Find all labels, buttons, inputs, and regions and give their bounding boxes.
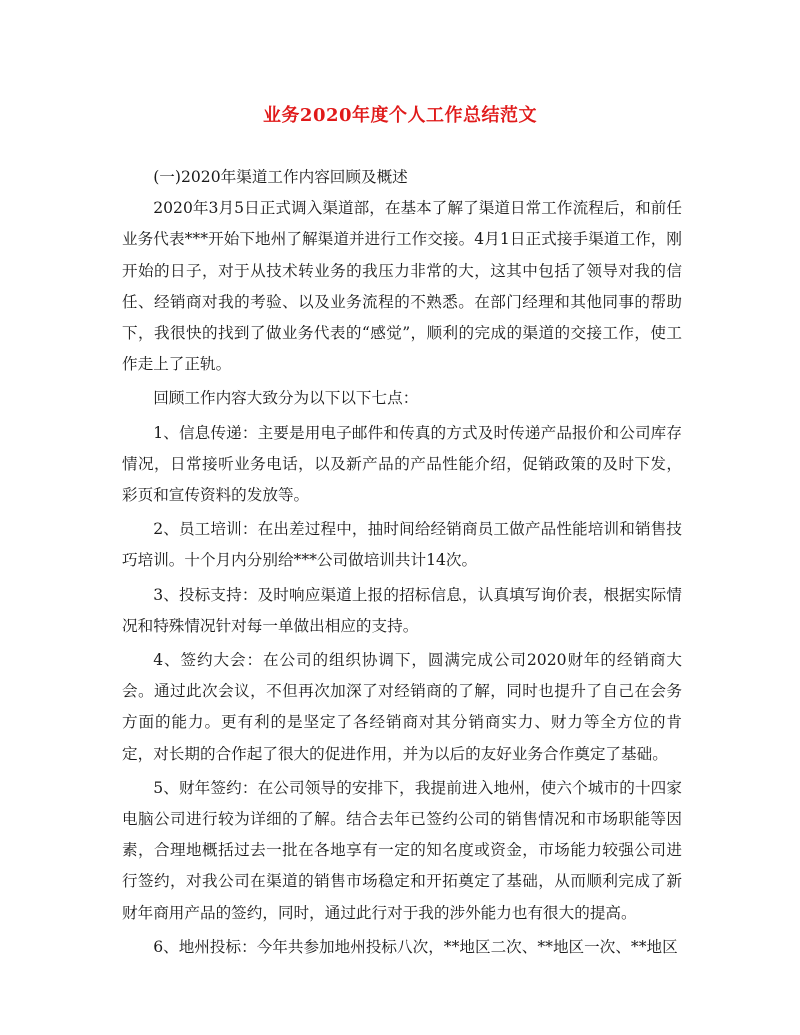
paragraph-item-3: 3、投标支持：及时响应渠道上报的招标信息，认真填写询价表，根据实际情况和特殊情况针对每一单做出相应的支持。 (122, 585, 682, 635)
paragraph-item-6: 6、地州投标：今年共参加地州投标八次，**地区二次、**地区一次、**地区 (153, 937, 678, 956)
paragraph-item-5: 5、财年签约：在公司领导的安排下，我提前进入地州，使六个城市的十四家电脑公司进行较为详细的了解。结合去年已签约公司的销售情况和市场职能等因素，合理地概括过去一批在各地享有一定的知名度或资金，市场能力较强公司进行签约，对我公司在渠道的销售市场稳定和开拓奠定了基础，从而顺利完成了新财年商用产品的签约，同时，通过此行对于我的涉外能力也有很大的提高。 (122, 778, 682, 922)
paragraph-item-4: 4、签约大会：在公司的组织协调下，圆满完成公司2020财年的经销商大会。通过此次会议，不但再次加深了对经销商的了解，同时也提升了自己在会务方面的能力。更有利的是坚定了各经销商对其分销商实力、财力等全方位的肯定，对长期的合作起了很大的促进作用，并为以后的友好业务合作奠定了基础。 (122, 651, 682, 763)
document-body (122, 162, 682, 963)
paragraph-item-1: 1、信息传递：主要是用电子邮件和传真的方式及时传递产品报价和公司库存情况，日常接听业务电话，以及新产品的产品性能介绍，促销政策的及时下发，彩页和宣传资料的发放等。 (122, 423, 682, 505)
document-title: 业务2020年度个人工作总结范文 (262, 105, 538, 126)
paragraph-item-2: 2、员工培训：在出差过程中，抽时间给经销商员工做产品性能培训和销售技巧培训。十个月内分别给***公司做培训共计14次。 (122, 520, 682, 570)
paragraph-intro: 2020年3月5日正式调入渠道部，在基本了解了渠道日常工作流程后，和前任业务代表***开始下地州了解渠道并进行工作交接。4月1日正式接手渠道工作，刚开始的日子，对于从技术转业务的我压力非常的大，这其中包括了领导对我的信任、经销商对我的考验、以及业务流程的不熟悉。在部门经理和其他同事的帮助下，我很快的找到了做业务代表的“感觉”，顺利的完成的渠道的交接工作，使工作走上了正轨。 (122, 199, 682, 374)
section-heading: (一)2020年渠道工作内容回顾及概述 (153, 168, 408, 186)
paragraph-summary: 回顾工作内容大致分为以下以下七点： (153, 389, 419, 408)
